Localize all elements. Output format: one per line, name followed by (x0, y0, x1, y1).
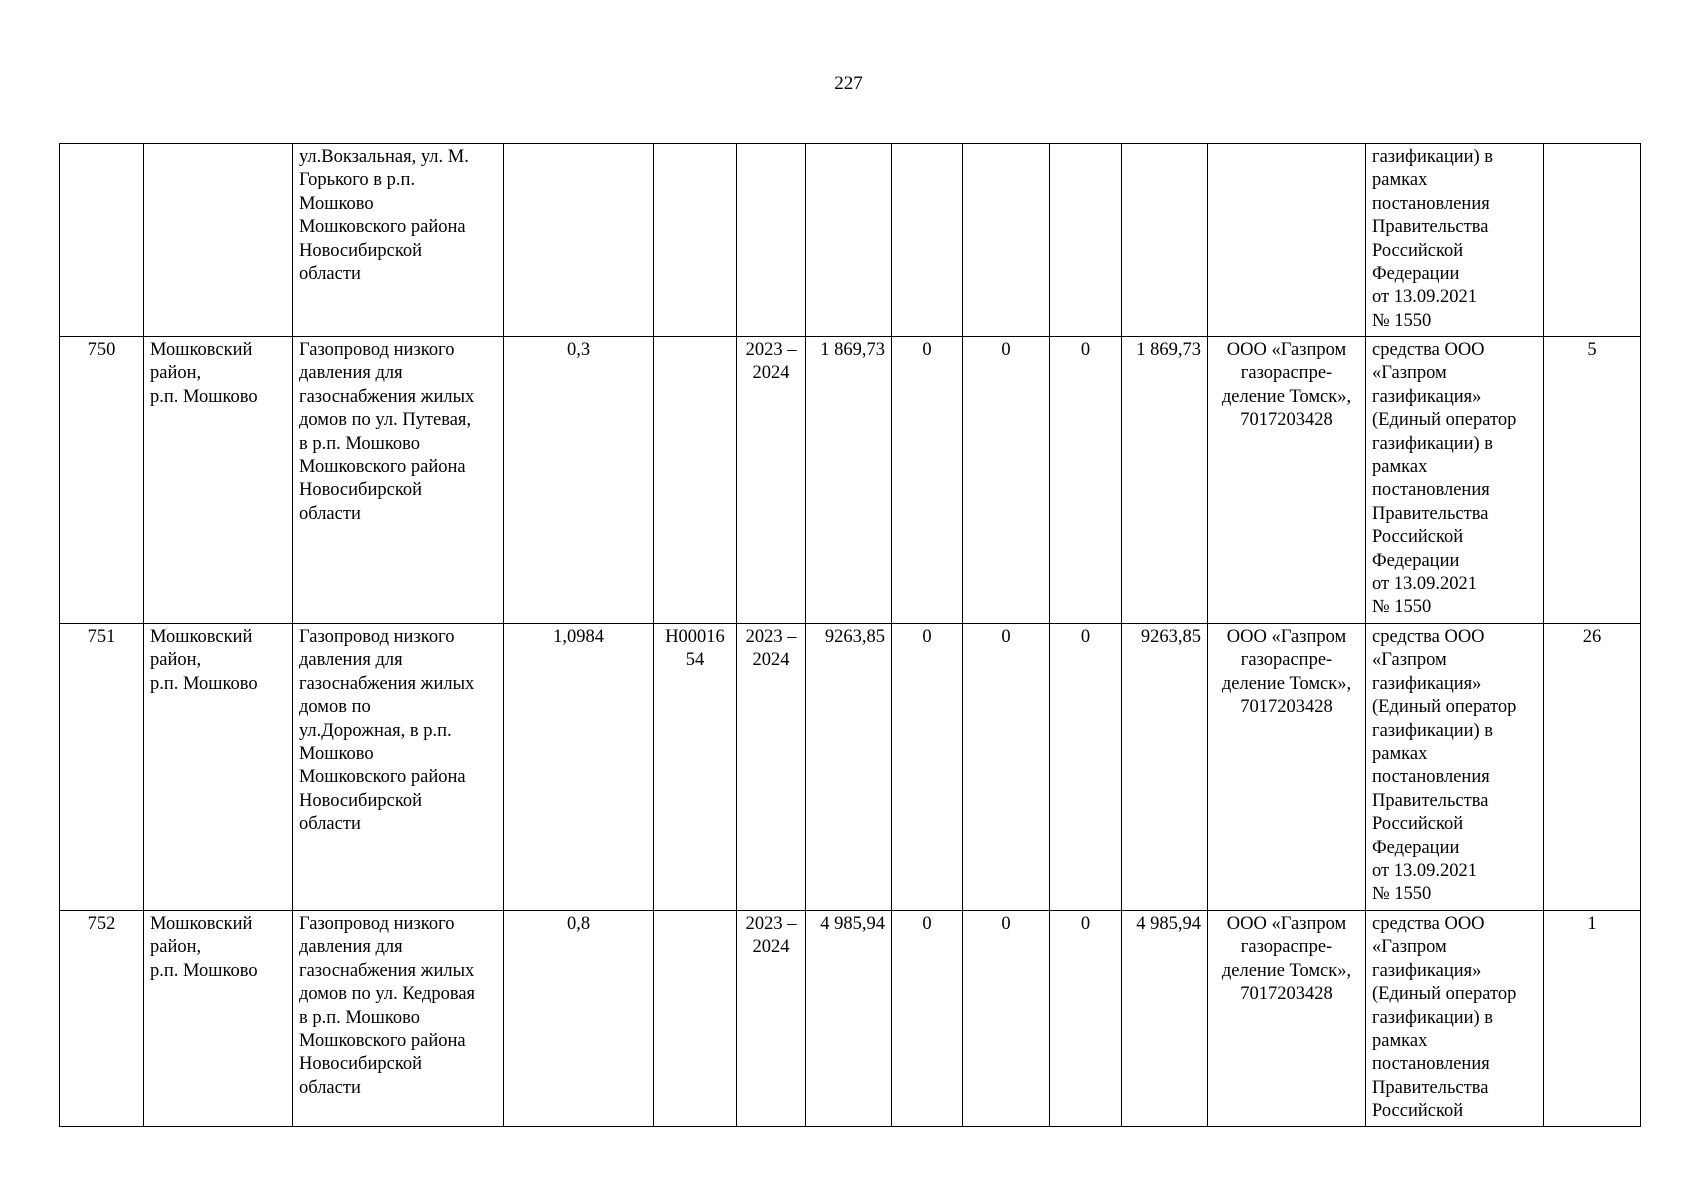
district-cell: Мошковский район, р.п. Мошково (144, 337, 293, 624)
table-row (60, 911, 1641, 1127)
households-cell: 5 (1544, 337, 1641, 624)
period-cell: 2023 – 2024 (737, 624, 806, 911)
period-cell (737, 144, 806, 337)
funding-cell: 0 (963, 911, 1050, 1127)
length-cell (504, 144, 654, 337)
total-cost-cell: 1 869,73 (806, 337, 892, 624)
length-cell: 0,3 (504, 337, 654, 624)
row-number (60, 144, 144, 337)
executor-cell (1208, 144, 1366, 337)
district-cell (144, 144, 293, 337)
code-cell (654, 337, 737, 624)
households-cell: 1 (1544, 911, 1641, 1127)
funding-cell (892, 144, 963, 337)
funding-cell: 0 (1050, 911, 1122, 1127)
households-cell: 26 (1544, 624, 1641, 911)
code-cell: Н00016 54 (654, 624, 737, 911)
funding-cell: 0 (892, 337, 963, 624)
object-cell: Газопровод низкого давления для газоснабжения жилых домов по ул.Дорожная, в р.п. Мошково Мошковского района Новосибирской области (293, 624, 504, 911)
funding-cell: 0 (1050, 624, 1122, 911)
length-cell: 1,0984 (504, 624, 654, 911)
total-cost-cell: 9263,85 (806, 624, 892, 911)
period-cell: 2023 – 2024 (737, 911, 806, 1127)
row-number: 752 (60, 911, 144, 1127)
district-cell: Мошковский район, р.п. Мошково (144, 911, 293, 1127)
funding-cell: 1 869,73 (1122, 337, 1208, 624)
total-cost-cell (806, 144, 892, 337)
executor-cell: ООО «Газпром газораспре- деление Томск», 7017203428 (1208, 911, 1366, 1127)
funding-cell (1122, 144, 1208, 337)
length-cell: 0,8 (504, 911, 654, 1127)
gasification-table (59, 143, 1641, 1127)
row-number: 751 (60, 624, 144, 911)
funding-cell: 0 (892, 911, 963, 1127)
source-cell: средства ООО «Газпром газификация» (Единый оператор газификации) в рамках постановления Правительства Российской Федерации от 13.09.2021 № 1550 (1366, 624, 1544, 911)
source-cell: газификации) в рамках постановления Правительства Российской Федерации от 13.09.2021 № 1550 (1366, 144, 1544, 337)
object-cell: Газопровод низкого давления для газоснабжения жилых домов по ул. Кедровая в р.п. Мошково Мошковского района Новосибирской области (293, 911, 504, 1127)
funding-cell: 0 (1050, 337, 1122, 624)
table-row (60, 337, 1641, 624)
funding-cell (963, 144, 1050, 337)
table-row (60, 144, 1641, 337)
page-number: 227 (834, 73, 863, 94)
households-cell (1544, 144, 1641, 337)
object-cell: Газопровод низкого давления для газоснабжения жилых домов по ул. Путевая, в р.п. Мошково Мошковского района Новосибирской области (293, 337, 504, 624)
executor-cell: ООО «Газпром газораспре- деление Томск», 7017203428 (1208, 624, 1366, 911)
funding-cell: 0 (892, 624, 963, 911)
district-cell: Мошковский район, р.п. Мошково (144, 624, 293, 911)
executor-cell: ООО «Газпром газораспре- деление Томск», 7017203428 (1208, 337, 1366, 624)
funding-cell (1050, 144, 1122, 337)
object-cell: ул.Вокзальная, ул. М. Горького в р.п. Мошково Мошковского района Новосибирской области (293, 144, 504, 337)
source-cell: средства ООО «Газпром газификация» (Единый оператор газификации) в рамках постановления Правительства Российской (1366, 911, 1544, 1127)
source-cell: средства ООО «Газпром газификация» (Единый оператор газификации) в рамках постановления Правительства Российской Федерации от 13.09.2021 № 1550 (1366, 337, 1544, 624)
period-cell: 2023 – 2024 (737, 337, 806, 624)
code-cell (654, 144, 737, 337)
total-cost-cell: 4 985,94 (806, 911, 892, 1127)
funding-cell: 4 985,94 (1122, 911, 1208, 1127)
funding-cell: 0 (963, 624, 1050, 911)
funding-cell: 0 (963, 337, 1050, 624)
table-row (60, 624, 1641, 911)
row-number: 750 (60, 337, 144, 624)
code-cell (654, 911, 737, 1127)
funding-cell: 9263,85 (1122, 624, 1208, 911)
